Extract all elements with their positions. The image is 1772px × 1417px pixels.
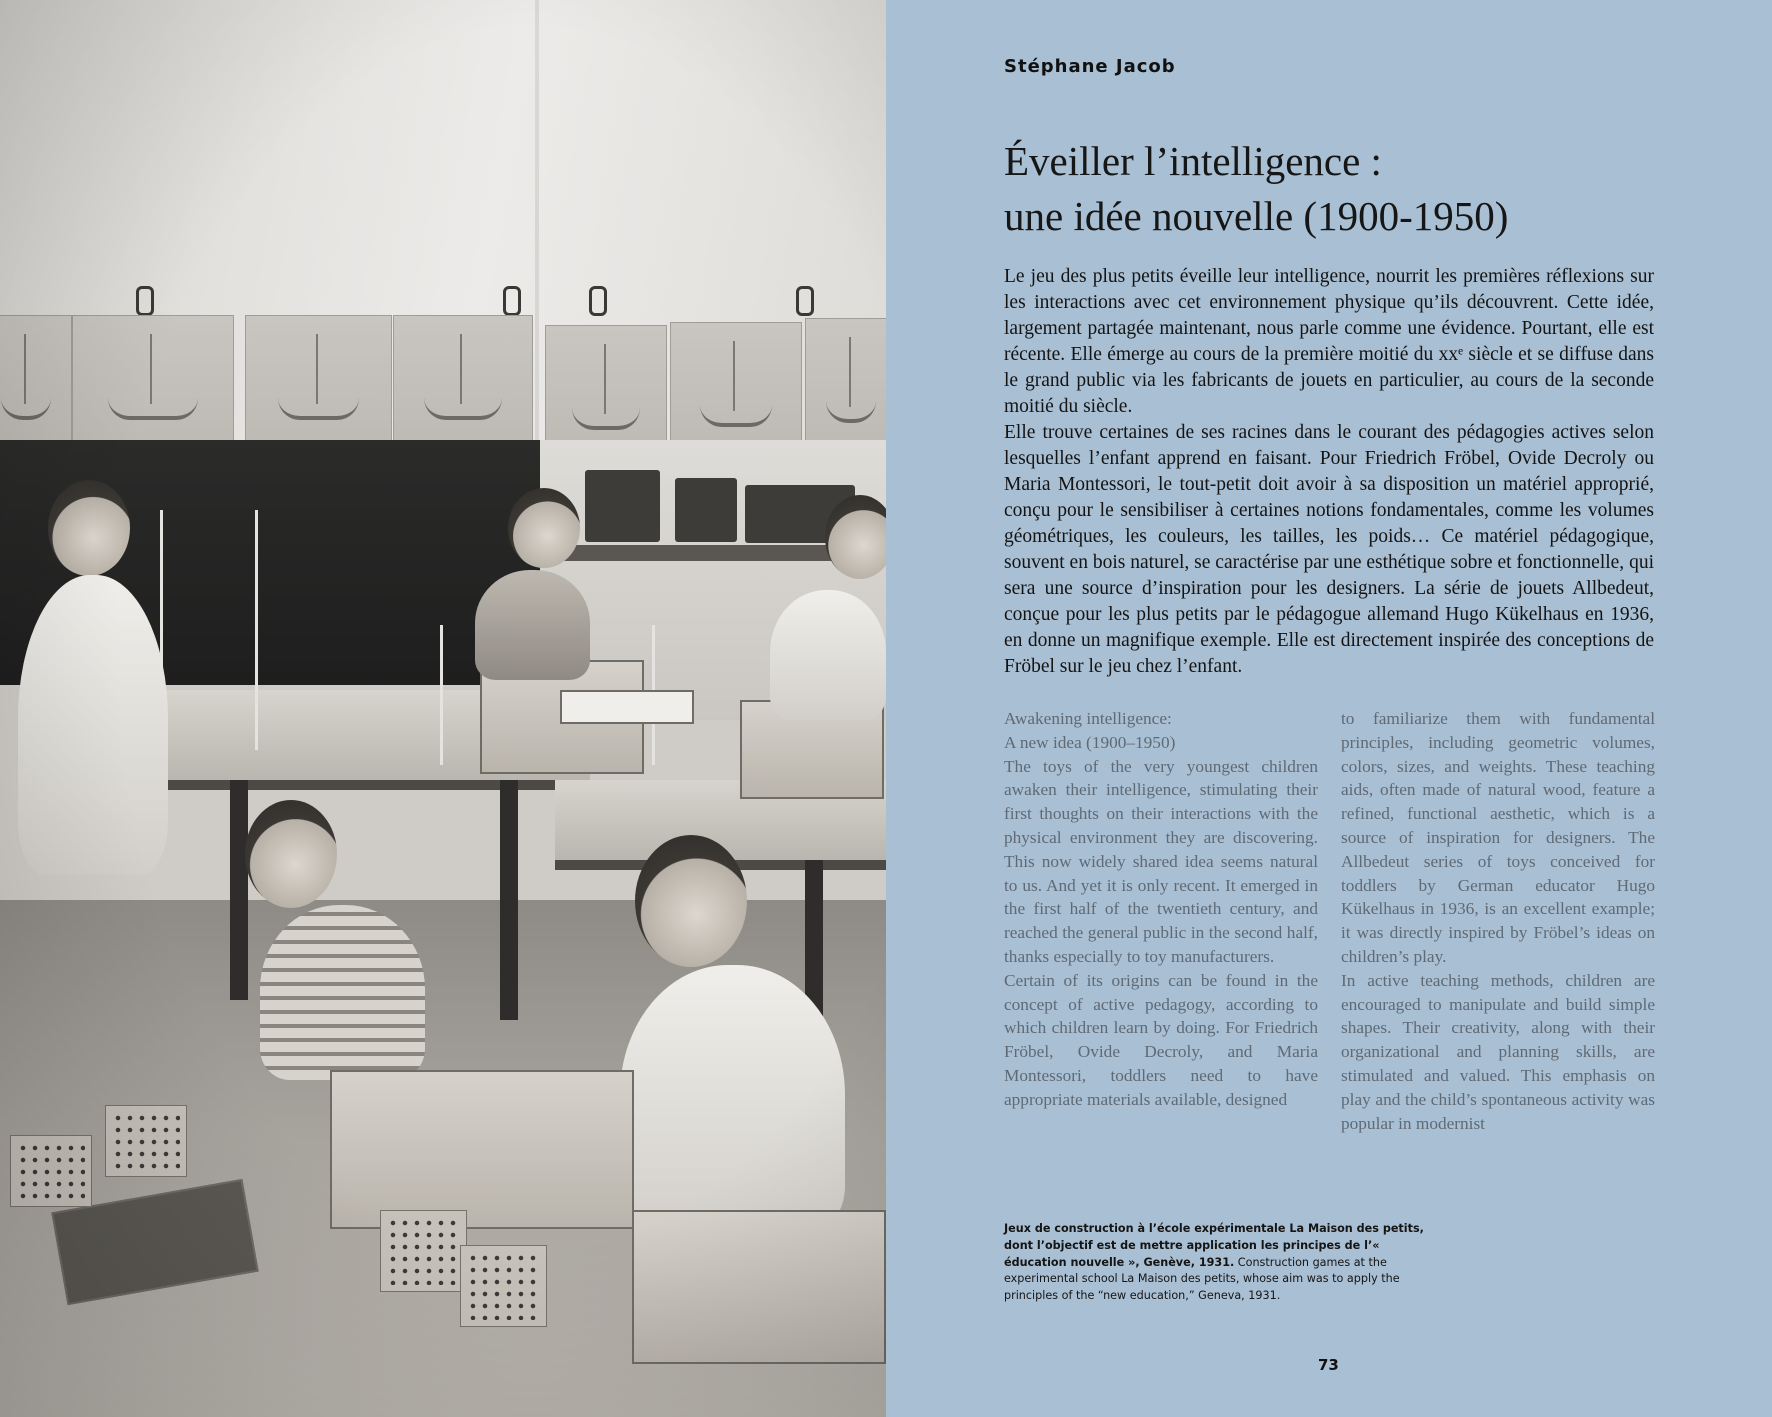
- english-paragraph-continued: Certain of its origins can be found in the concept of active pedagogy, according to which children learn by doing. For Friedrich Fröbel, Ovide Decroly, and Maria Montessori, toddlers need to have appropriate materials available, designed: [1004, 970, 1318, 1109]
- french-paragraph: Le jeu des plus petits éveille leur intelligence, nourrit les premières réflexions sur les interactions avec cet environnement physique qu’ils découvrent. Cette idée, largement partagée maintenant, nous parle comme une évidence. Pourtant, elle est récente. Elle émerge au cours de la première moitié du xxᵉ siècle et se diffuse dans le grand public via les fabricants de jouets en particulier, au cours de la seconde moitié du siècle.: [1004, 266, 1654, 417]
- english-paragraph: In active teaching methods, children are encouraged to manipulate and build simple shapes. Their creativity, along with their organizational and planning skills, are stimulated and valued. This emphasis on play and the child’s spontaneous activity was popular in modernist: [1341, 970, 1655, 1133]
- english-column-right: [1341, 707, 1655, 1135]
- french-body-text: [1004, 264, 1654, 680]
- author-name: Stéphane Jacob: [1004, 56, 1176, 77]
- english-column-left: [1004, 707, 1318, 1112]
- chapter-title-line-2: une idée nouvelle (1900-1950): [1004, 193, 1509, 239]
- english-heading: Awakening intelligence:: [1004, 709, 1172, 728]
- chapter-title: [1004, 134, 1704, 244]
- caption-english: Construction games at the experimental school La Maison des petits, whose aim was to apply the principles of the “new education,” Geneva, 1931.: [1004, 1255, 1400, 1303]
- english-subheading: A new idea (1900–1950): [1004, 732, 1176, 752]
- chapter-title-line-1: Éveiller l’intelligence :: [1004, 138, 1382, 184]
- page-number: 73: [1318, 1356, 1339, 1374]
- caption-french: Jeux de construction à l’école expérimentale La Maison des petits, dont l’objectif est de mettre application les principes de l’« éducation nouvelle », Genève, 1931.: [1004, 1222, 1424, 1269]
- photo-caption: [1004, 1221, 1426, 1305]
- english-paragraph-continued: to familiarize them with fundamental principles, including geometric volumes, colors, sizes, and weights. These teaching aids, often made of natural wood, feature a refined, functional aesthetic, which is a source of inspiration for designers. The Allbedeut series of toys conceived for toddlers by German educator Hugo Kükelhaus in 1936, is an excellent example; it was directly inspired by Fröbel’s ideas on children’s play.: [1341, 709, 1655, 966]
- english-paragraph: The toys of the very youngest children awaken their intelligence, stimulating their first thoughts on their interactions with the physical environment they are discovering. This now widely shared idea seems natural to us. And yet it is only recent. It emerged in the first half of the twentieth century, and reached the general public in the second half, thanks especially to toy manufacturers.: [1004, 756, 1318, 966]
- french-paragraph: Elle trouve certaines de ses racines dans le courant des pédagogies actives selon lesquelles l’enfant apprend en faisant. Pour Friedrich Fröbel, Ovide Decroly ou Maria Montessori, le tout-petit doit avoir à sa disposition un matériel approprié, conçu pour le sensibiliser à certaines notions fondamentales, comme les volumes géométriques, les couleurs, les tailles, les poids… Ce matériel pédagogique, souvent en bois naturel, se caractérise par une esthétique sobre et fonctionnelle, qui sera une source d’inspiration pour les designers. La série de jouets Allbedeut, conçue pour les plus petits par le pédagogue allemand Hugo Kükelhaus en 1936, en donne un magnifique exemple. Elle est directement inspirée des conceptions de Fröbel sur le jeu chez l’enfant.: [1004, 422, 1654, 677]
